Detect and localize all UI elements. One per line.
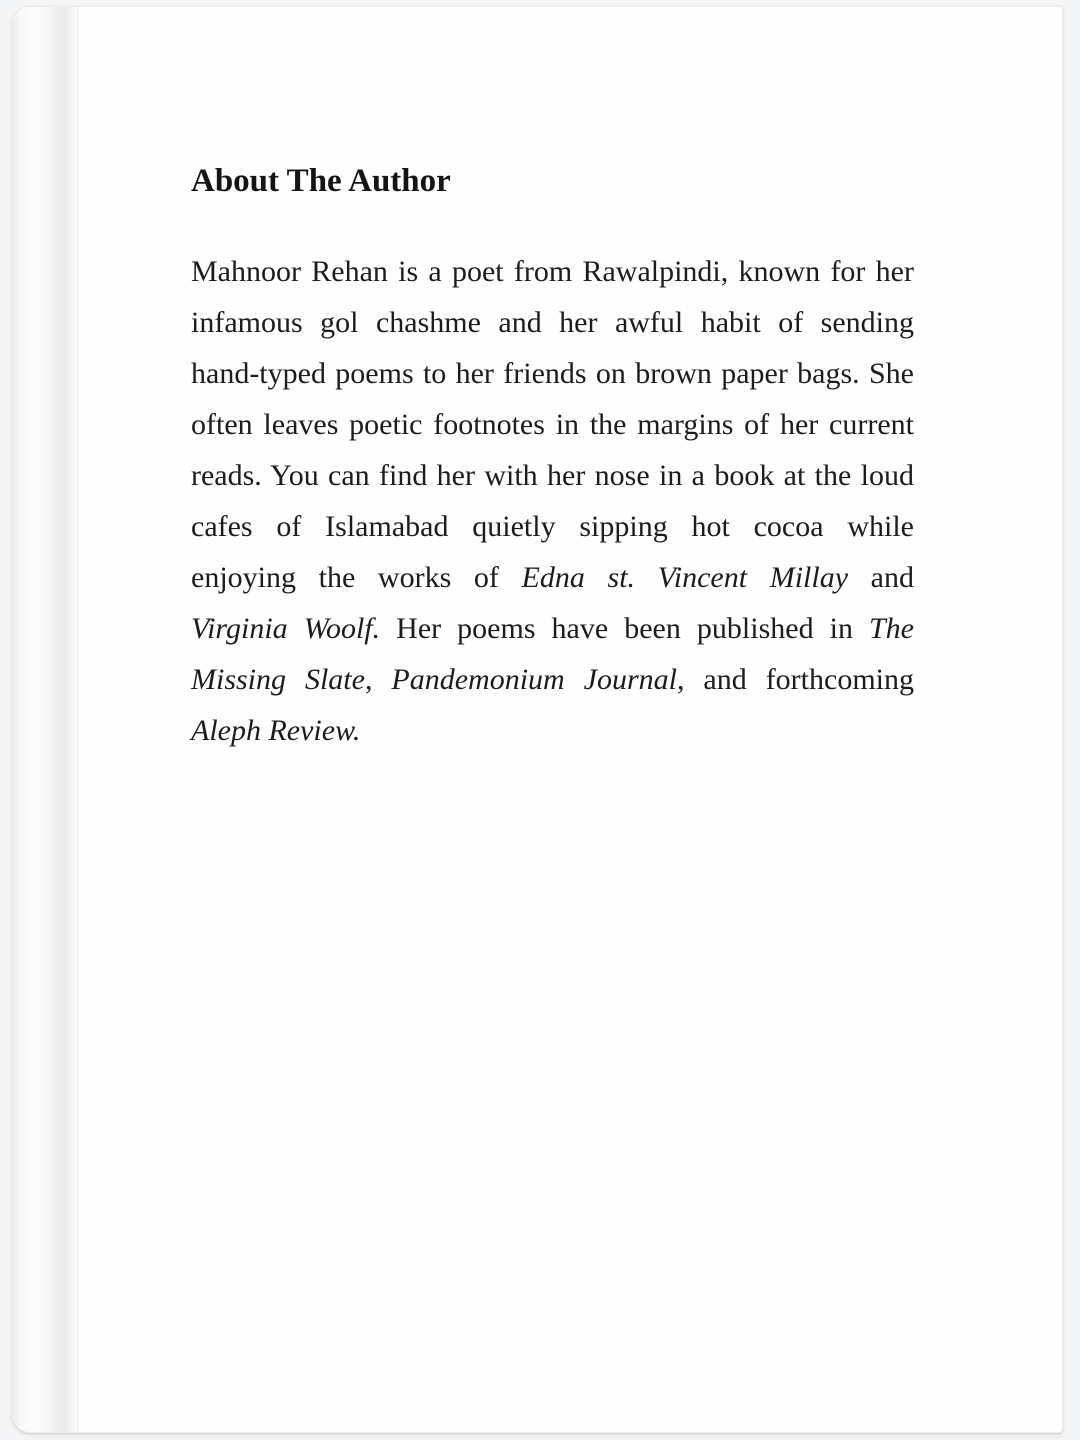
paragraph-line [191, 603, 914, 654]
paragraph-line [191, 348, 914, 399]
italic-work-title: Missing Slate [191, 663, 365, 696]
paragraph-text: enjoying the works of [191, 561, 522, 594]
paragraph-text: cafes of Islamabad quietly sipping hot cocoa while [191, 510, 914, 543]
paragraph-line [191, 654, 914, 705]
paragraph-line [191, 705, 914, 756]
italic-work-title: Pandemonium Journal [391, 663, 677, 696]
paragraph-line [191, 552, 914, 603]
paragraph-text: and [848, 561, 914, 594]
paragraph-text: , and forthcoming [676, 663, 914, 696]
paragraph-text: infamous gol chashme and her awful habit of sending [191, 306, 914, 339]
paragraph-text: hand-typed poems to her friends on brown paper bags. She [191, 357, 914, 390]
italic-work-title: Edna st. Vincent Millay [521, 561, 849, 594]
section-heading: About The Author [191, 163, 451, 199]
about-author-paragraph [191, 246, 914, 756]
paragraph-text: often leaves poetic footnotes in the margins of her current [191, 408, 914, 441]
paragraph-line [191, 399, 914, 450]
paragraph-text: Mahnoor Rehan is a poet from Rawalpindi, known for her [191, 255, 914, 288]
italic-work-title: Virginia Woolf. [191, 612, 381, 645]
paragraph-line [191, 450, 914, 501]
book-page [12, 6, 1063, 1433]
paragraph-line [191, 246, 914, 297]
spine-crease [77, 7, 78, 1432]
paragraph-line [191, 501, 914, 552]
paragraph-text: reads. You can find her with her nose in a book at the loud [191, 459, 914, 492]
paragraph-text: Her poems have been published in [380, 612, 869, 645]
paragraph-line [191, 297, 914, 348]
italic-work-title: Aleph Review. [191, 714, 361, 747]
book-spine [13, 7, 77, 1432]
italic-work-title: The [869, 612, 914, 645]
paragraph-text: , [364, 663, 392, 696]
